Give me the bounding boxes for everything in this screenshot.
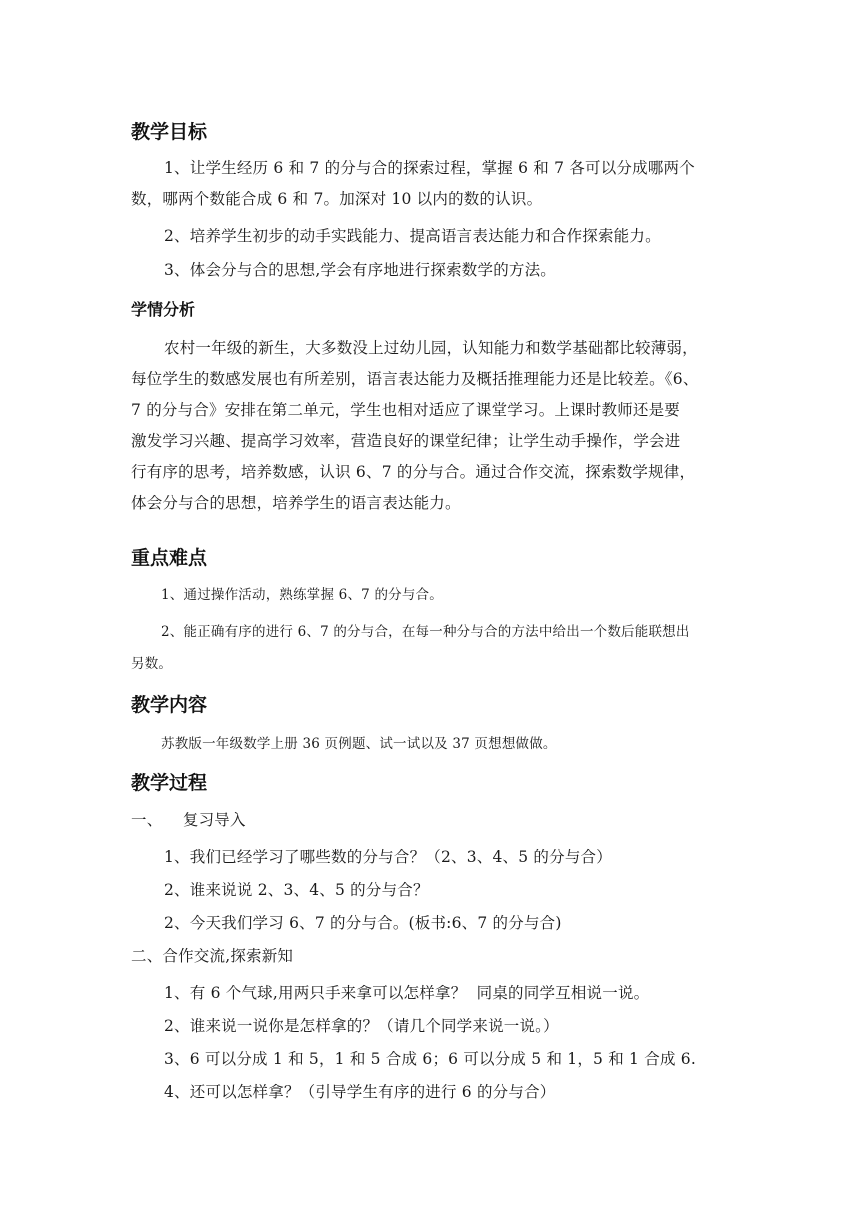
section-title-objectives: 教学目标: [131, 121, 208, 143]
objective-line: 3、体会分与合的思想,学会有序地进行探索数学的方法。: [164, 261, 556, 279]
key-point-line: 另数。: [131, 656, 173, 672]
content-line: 苏教版一年级数学上册 36 页例题、试一试以及 37 页想想做做。: [161, 736, 557, 752]
section-title-analysis: 学情分析: [131, 300, 196, 319]
key-point-line: 2、能正确有序的进行 6、7 的分与合，在每一种分与合的方法中给出一个数后能联想出: [161, 624, 690, 640]
analysis-line: 每位学生的数感发展也有所差别，语言表达能力及概括推理能力还是比较差。《6、: [131, 370, 699, 388]
objective-line: 1、让学生经历 6 和 7 的分与合的探索过程，掌握 6 和 7 各可以分成哪两个: [164, 159, 695, 177]
process-item: 2、今天我们学习 6、7 的分与合。(板书:6、7 的分与合): [164, 914, 562, 932]
process-item: 1、我们已经学习了哪些数的分与合？（2、3、4、5 的分与合）: [164, 848, 612, 866]
process-part2-heading: 二、合作交流,探索新知: [131, 947, 294, 965]
process-item: 1、有 6 个气球,用两只手来拿可以怎样拿？ 同桌的同学互相说一说。: [164, 984, 650, 1002]
analysis-line: 体会分与合的思想，培养学生的语言表达能力。: [131, 494, 461, 512]
objective-line: 数，哪两个数能合成 6 和 7。加深对 10 以内的数的认识。: [131, 190, 543, 208]
section-title-process: 教学过程: [131, 772, 208, 794]
objective-line: 2、培养学生初步的动手实践能力、提高语言表达能力和合作探索能力。: [164, 227, 661, 245]
analysis-line: 激发学习兴趣、提高学习效率，营造良好的课堂纪律；让学生动手操作，学会进: [131, 432, 681, 450]
process-part1-heading: 一、 复习导入: [131, 811, 246, 829]
process-item: 4、还可以怎样拿？（引导学生有序的进行 6 的分与合）: [164, 1083, 556, 1101]
analysis-line: 农村一年级的新生，大多数没上过幼儿园，认知能力和数学基础都比较薄弱，: [164, 339, 698, 357]
section-title-content: 教学内容: [131, 694, 208, 716]
section-title-key-points: 重点难点: [131, 547, 208, 569]
analysis-line: 行有序的思考，培养数感，认识 6、7 的分与合。通过合作交流，探索数学规律，: [131, 463, 696, 481]
analysis-line: 7 的分与合》安排在第二单元，学生也相对适应了课堂学习。上课时教师还是要: [131, 401, 680, 419]
process-item: 2、谁来说说 2、3、4、5 的分与合？: [164, 881, 429, 899]
key-point-line: 1、通过操作活动，熟练掌握 6、7 的分与合。: [161, 587, 443, 603]
process-item: 2、谁来说一说你是怎样拿的？（请几个同学来说一说。）: [164, 1017, 559, 1035]
process-item: 3、6 可以分成 1 和 5，1 和 5 合成 6；6 可以分成 5 和 1，5 和 1 合成 6.: [164, 1050, 696, 1068]
